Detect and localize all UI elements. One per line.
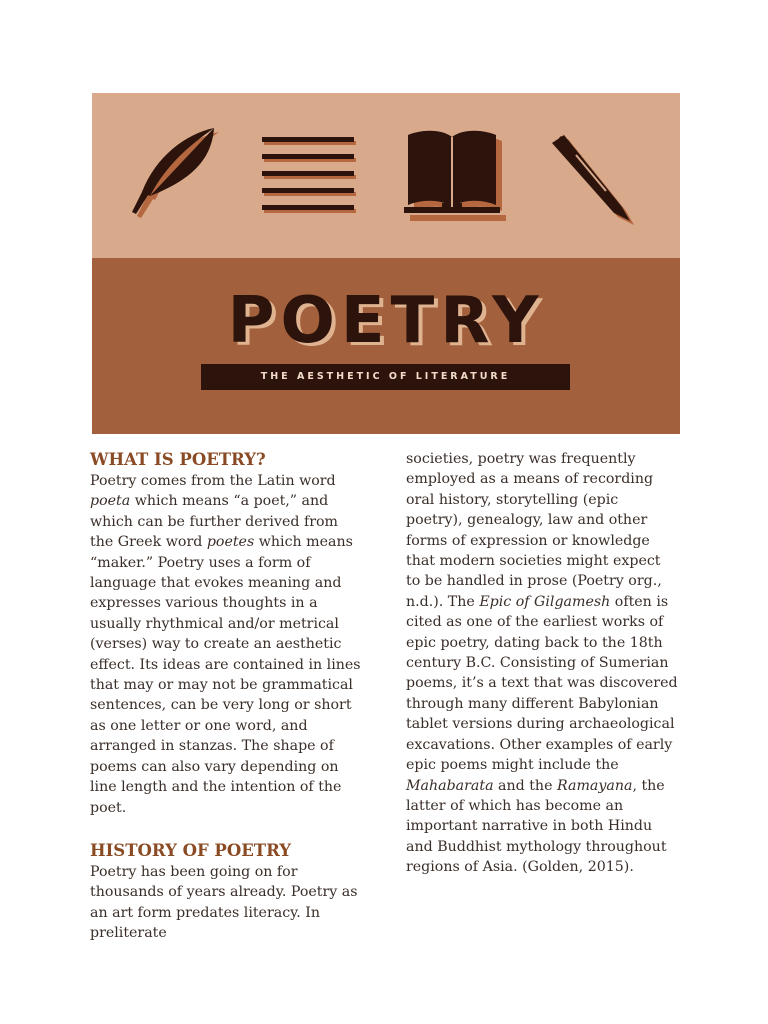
history-paragraph-start: Poetry has been going on for thousands of years already. Poetry as an art form predates literacy. In preliterate <box>90 863 358 942</box>
latin-term: poeta <box>90 493 131 510</box>
paragraph-text: often is cited as one of the earliest works of epic poetry, dating back to the 18th century B.C. Consisting of Sumerian poems, it’s a text that was discovered through many different Babylonian tablet versions during archaeological excavations. Other examples of early epic poems might include the <box>406 593 678 774</box>
section-heading-what-is-poetry: WHAT IS POETRY? <box>90 450 266 469</box>
what-is-poetry-paragraph <box>90 471 365 818</box>
banner-title: POETRY <box>227 284 545 358</box>
section-heading-history-of-poetry: HISTORY OF POETRY <box>90 840 292 860</box>
paragraph-text: which means “a poet,” and which can be further derived from the Greek word <box>90 493 338 551</box>
text-lines-icon <box>260 135 360 219</box>
paragraph-text: and the <box>493 777 557 794</box>
work-title: Ramayana <box>556 777 633 794</box>
greek-term: poetes <box>206 534 255 551</box>
open-book-icon <box>402 127 512 221</box>
paragraph-text: Poetry comes from the Latin word <box>90 473 336 489</box>
header-banner <box>92 93 680 434</box>
work-title: Epic of Gilgamesh <box>479 593 611 610</box>
paragraph-text: which means “maker.” Poetry uses a form of language that evokes meaning and expresses various thoughts in a usually rhythmical and/or metrical (verses) way to create an aesthetic effect. Its ideas are contained in lines that may or may not be grammatical sentences, can be very long or short as one letter or one word, and arranged in stanzas. The shape of poems can also vary depending on line length and the intention of the poet. <box>90 534 361 816</box>
pen-icon <box>546 133 642 229</box>
right-column <box>406 449 678 878</box>
quill-icon <box>126 126 222 222</box>
work-title: Mahabarata <box>406 777 494 794</box>
banner-subtitle: THE AESTHETIC OF LITERATURE <box>201 364 570 390</box>
left-column <box>90 449 365 944</box>
paragraph-text: , the latter of which has become an important narrative in both Hindu and Buddhist mythology throughout regions of Asia. (Golden, 2015). <box>406 777 667 876</box>
history-paragraph-continued: societies, poetry was frequently employed as a means of recording oral history, storytelling (epic poetry), genealogy, law and other forms of expression or knowledge that modern societies might expect to be handled in prose (Poetry org., n.d.). The Epic of Gilgamesh often is cited as one of the earliest works of epic poetry, dating back to the 18th century B.C. Consisting of Sumerian poems, it’s a text that was discovered through many different Babylonian tablet versions during archaeological excavations. Other examples of early epic poems might include the Mahabarata and the Ramayana, the latter of which has become an important narrative in both Hindu and Buddhist mythology throughout regions of Asia. (Golden, 2015). <box>406 451 678 876</box>
